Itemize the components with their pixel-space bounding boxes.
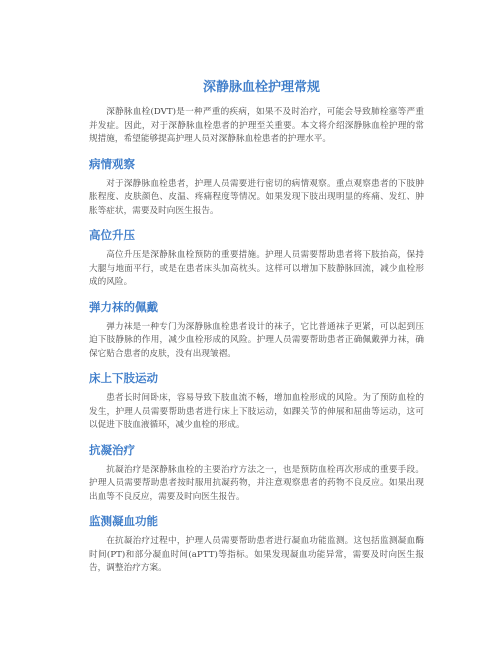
section-heading: 病情观察 (89, 156, 135, 171)
section-body: 弹力袜是一种专门为深静脉血栓患者设计的袜子，它比普通袜子更紧，可以起到压迫下肢静脉的作用，减少血栓形成的风险。护理人员需要帮助患者正确佩戴弹力袜，确保它贴合患者的皮肤，没有出现皱褶。 (89, 321, 424, 359)
section-heading: 抗凝治疗 (89, 442, 135, 457)
section-coagulation-monitoring (89, 514, 424, 576)
section-body: 对于深静脉血栓患者，护理人员需要进行密切的病情观察。重点观察患者的下肢肿胀程度、皮肤颜色、皮温、疼痛程度等情况。如果发现下肢出现明显的疼痛、发红、肿胀等症状，需要及时向医生报告。 (89, 178, 424, 216)
section-anticoagulation (89, 443, 424, 505)
section-heading: 弹力袜的佩戴 (89, 299, 158, 314)
section-heading: 床上下肢运动 (89, 371, 158, 385)
section-body: 抗凝治疗是深静脉血栓的主要治疗方法之一，也是预防血栓再次形成的重要手段。护理人员需要帮助患者按时服用抗凝药物，并注意观察患者的药物不良反应。如果出现出血等不良反应，需要及时向医生报告。 (89, 464, 424, 502)
section-body: 高位升压是深静脉血栓预防的重要措施。护理人员需要帮助患者将下肢抬高，保持大腿与地面平行，或是在患者床头加高枕头。这样可以增加下肢静脉回流，减少血栓形成的风险。 (89, 250, 424, 287)
intro-paragraph: 深静脉血栓(DVT)是一种严重的疾病，如果不及时治疗，可能会导致肺栓塞等严重并发症。因此，对于深静脉血栓患者的护理至关重要。本文将介绍深静脉血栓护理的常规措施，希望能够提高护理人员对深静脉血栓患者的护理水平。 (89, 107, 424, 144)
section-compression-stockings (89, 300, 424, 362)
section-bed-exercise (89, 371, 424, 433)
section-heading: 监测凝血功能 (89, 514, 158, 528)
section-heading: 高位升压 (89, 228, 135, 242)
section-body: 在抗凝治疗过程中，护理人员需要帮助患者进行凝血功能监测。这包括监测凝血酶时间(PT)和部分凝血时间(aPTT)等指标。如果发现凝血功能异常，需要及时向医生报告，调整治疗方案。 (89, 536, 424, 573)
section-elevation (89, 228, 424, 290)
section-body: 患者长时间卧床，容易导致下肢血流不畅，增加血栓形成的风险。为了预防血栓的发生，护理人员需要帮助患者进行床上下肢运动，如踝关节的伸展和屈曲等运动，这可以促进下肢血液循环，减少血栓的形成。 (89, 393, 424, 430)
section-observation (89, 157, 424, 219)
document-title: 深静脉血栓护理常规 (202, 80, 320, 95)
